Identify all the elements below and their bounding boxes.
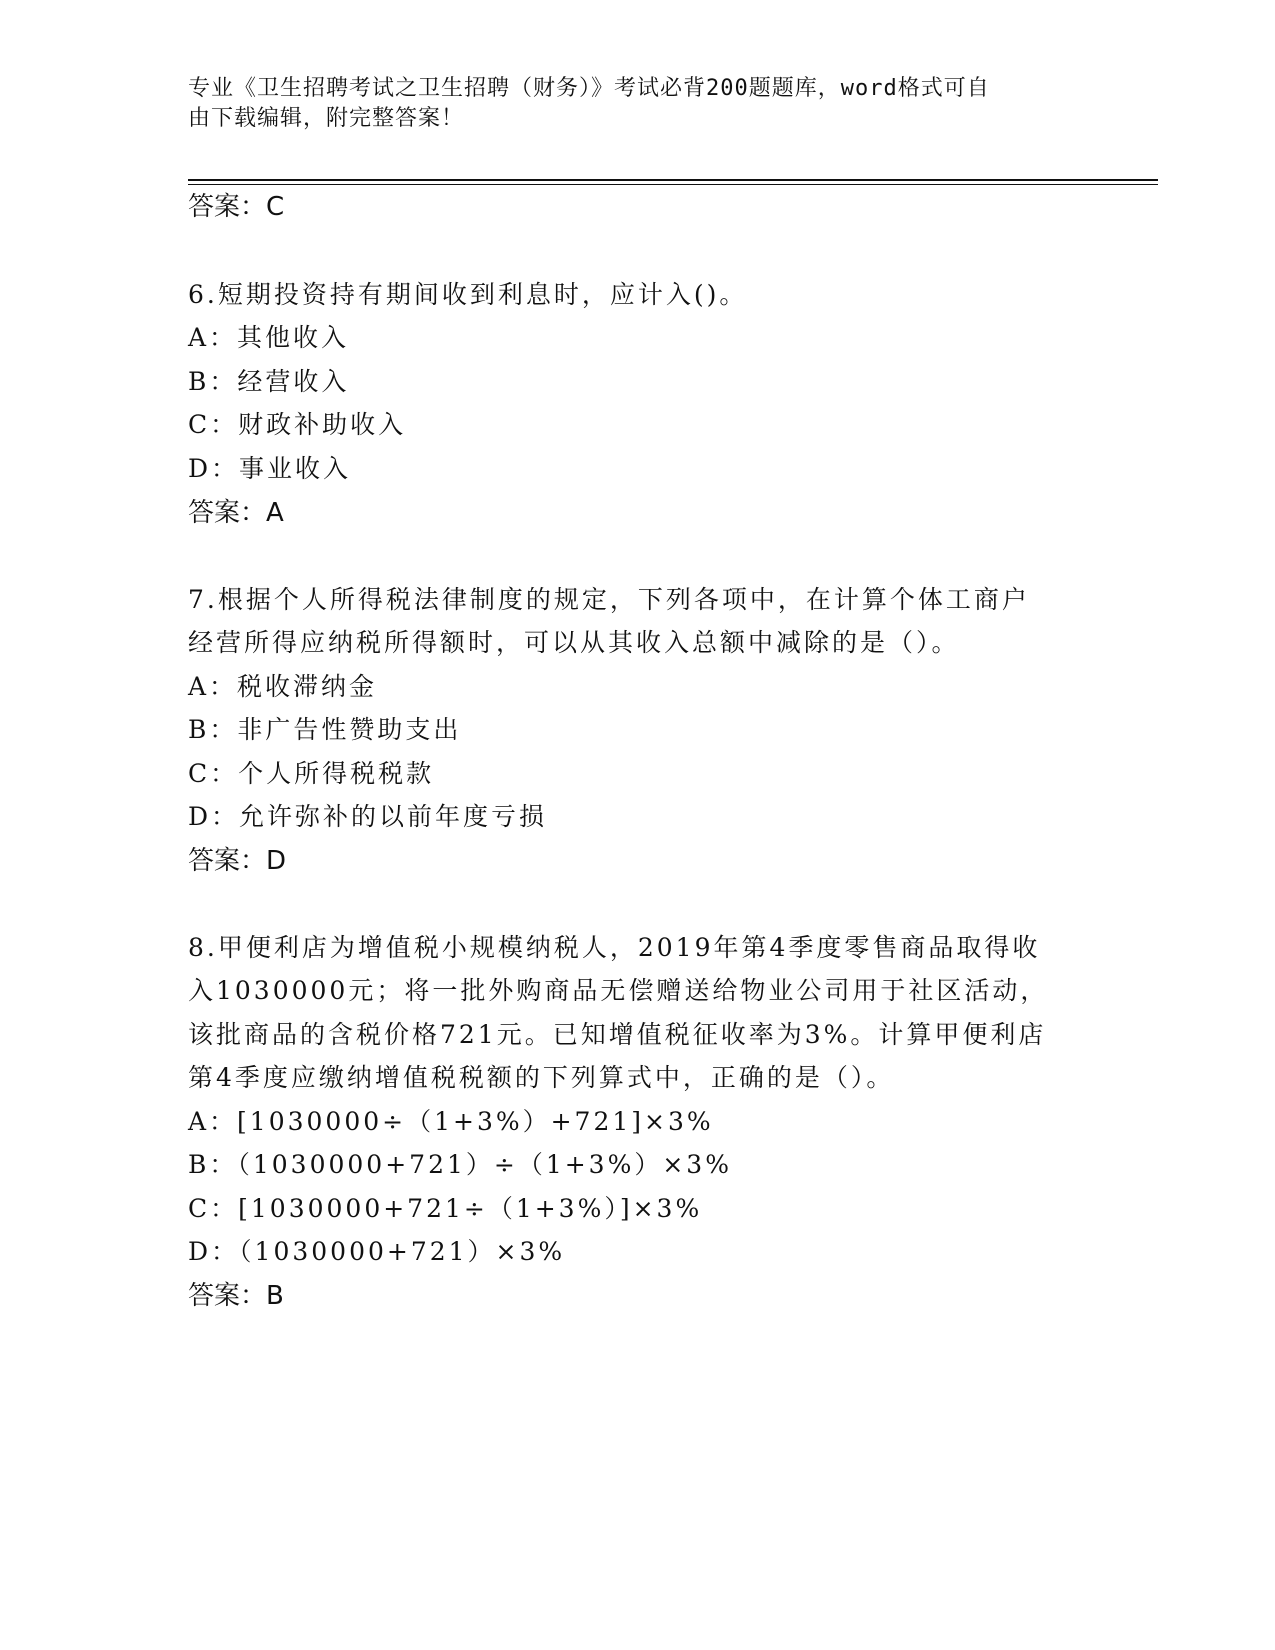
question-8-option-b: B：（1030000+721）÷（1+3%）×3% xyxy=(188,1150,732,1179)
question-7-option-c: C：个人所得税税款 xyxy=(188,759,435,788)
question-7-option-b: B：非广告性赞助支出 xyxy=(188,715,462,744)
question-8-stem-line-3: 该批商品的含税价格721元。已知增值税征收率为3%。计算甲便利店 xyxy=(188,1020,1047,1049)
question-7-option-d: D：允许弥补的以前年度亏损 xyxy=(188,802,548,831)
question-7-stem-line-1: 7.根据个人所得税法律制度的规定，下列各项中，在计算个体工商户 xyxy=(188,585,1030,614)
previous-answer: 答案：C xyxy=(188,192,285,222)
question-6-option-c: C：财政补助收入 xyxy=(188,410,407,439)
question-8-stem-line-1: 8.甲便利店为增值税小规模纳税人，2019年第4季度零售商品取得收 xyxy=(188,933,1041,962)
question-8-option-c: C：[1030000+721÷（1+3%）]×3% xyxy=(188,1194,703,1223)
page-header xyxy=(188,74,1068,134)
question-8-option-a: A：[1030000÷（1+3%）+721]×3% xyxy=(188,1107,714,1136)
question-8-stem-line-2: 入1030000元；将一批外购商品无偿赠送给物业公司用于社区活动， xyxy=(188,976,1049,1005)
header-divider-thin xyxy=(188,184,1158,185)
question-8-answer: 答案：B xyxy=(188,1281,284,1311)
question-8-stem-line-4: 第4季度应缴纳增值税税额的下列算式中，正确的是（）。 xyxy=(188,1063,895,1092)
question-6-option-d: D：事业收入 xyxy=(188,454,352,483)
question-6-option-b: B：经营收入 xyxy=(188,367,350,396)
header-divider-thick xyxy=(188,179,1158,181)
question-6-answer: 答案：A xyxy=(188,498,284,528)
question-8-option-d: D：（1030000+721）×3% xyxy=(188,1237,566,1266)
header-line-2: 由下载编辑，附完整答案！ xyxy=(188,106,465,131)
header-line-1: 专业《卫生招聘考试之卫生招聘（财务）》考试必背200题题库，word格式可自 xyxy=(188,76,990,101)
question-6-option-a: A：其他收入 xyxy=(188,323,350,352)
question-6-stem: 6.短期投资持有期间收到利息时，应计入()。 xyxy=(188,280,748,309)
question-7-stem-line-2: 经营所得应纳税所得额时，可以从其收入总额中减除的是（）。 xyxy=(188,628,960,657)
question-7-option-a: A：税收滞纳金 xyxy=(188,672,378,701)
question-7-answer: 答案：D xyxy=(188,846,287,876)
